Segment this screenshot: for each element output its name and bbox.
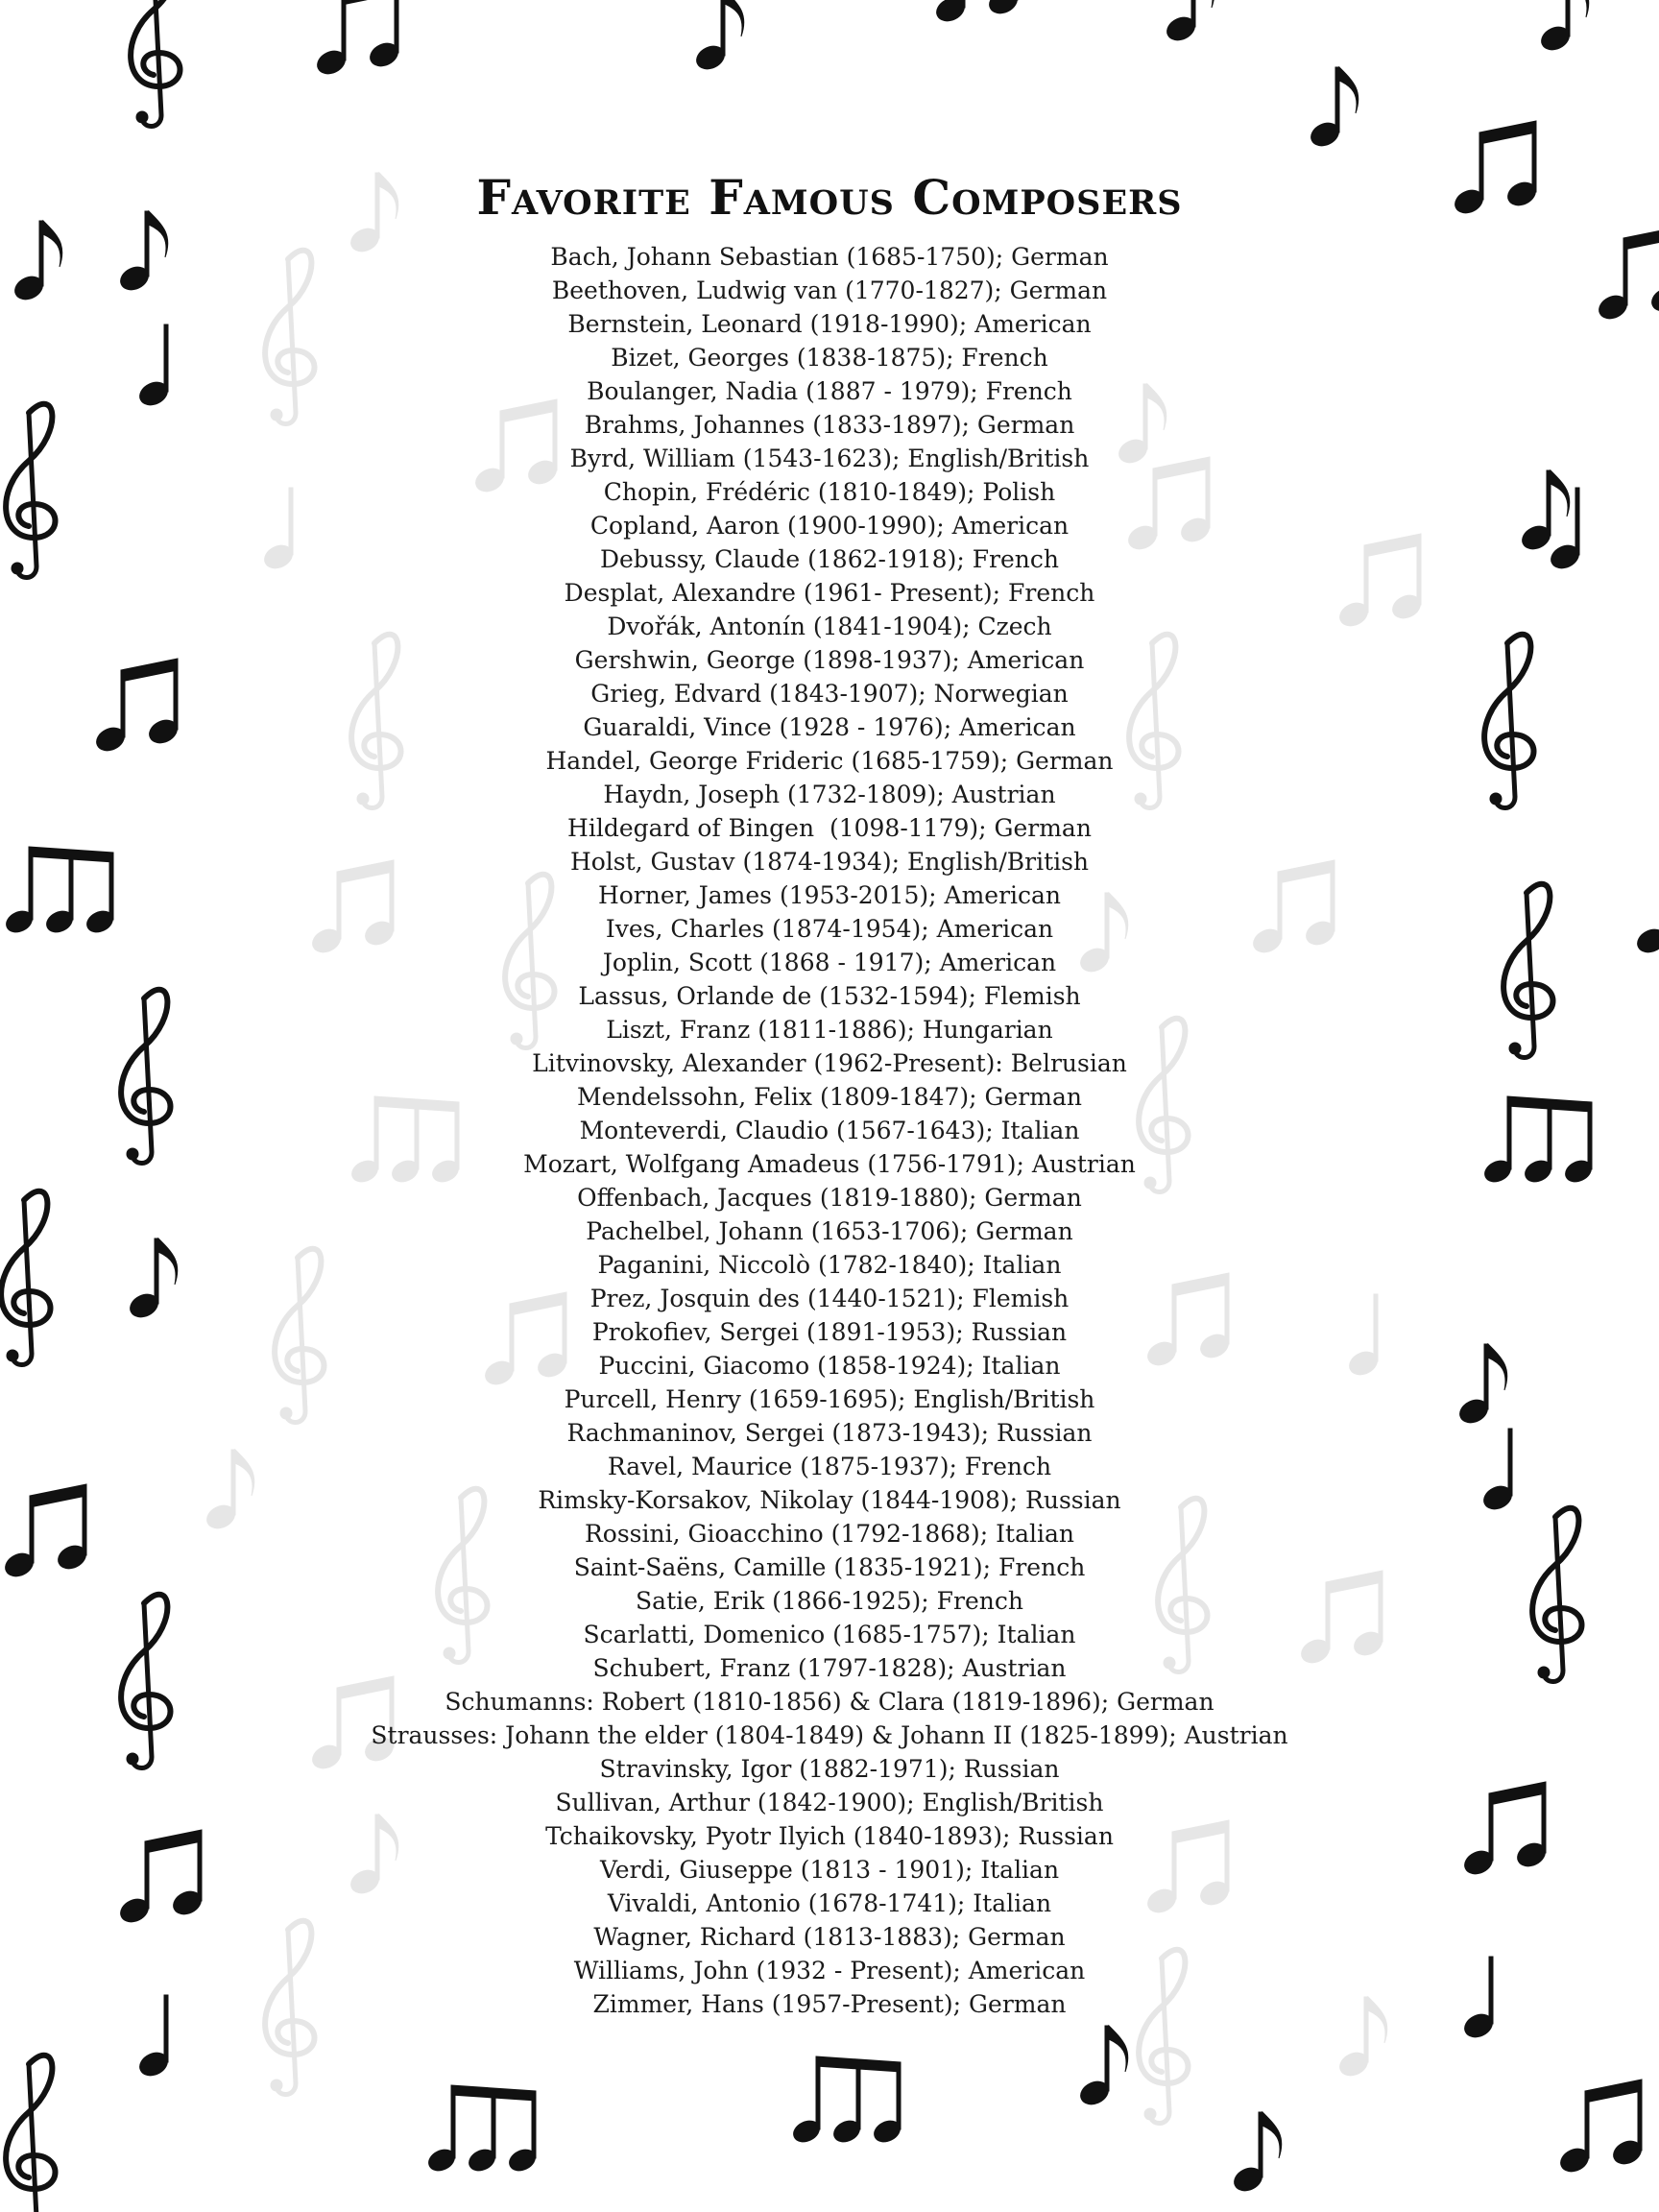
composer-entry: Byrd, William (1543-1623); English/British xyxy=(569,445,1090,472)
composer-entry: Copland, Aaron (1900-1990); American xyxy=(589,512,1070,540)
composer-entry: Paganini, Niccolò (1782-1840); Italian xyxy=(597,1251,1062,1279)
composer-entry: Ravel, Maurice (1875-1937); French xyxy=(607,1453,1052,1480)
composer-entry: Gershwin, George (1898-1937); American xyxy=(574,646,1085,674)
composer-entry: Bach, Johann Sebastian (1685-1750); German xyxy=(550,243,1109,271)
composer-entry: Litvinovsky, Alexander (1962-Present): Belrusian xyxy=(532,1049,1127,1077)
composer-entry: Williams, John (1932 - Present); American xyxy=(573,1957,1086,1984)
composer-entry: Prokofiev, Sergei (1891-1953); Russian xyxy=(591,1318,1068,1346)
composer-entry: Rachmaninov, Sergei (1873-1943); Russian xyxy=(566,1419,1093,1447)
composer-entry: Strausses: Johann the elder (1804-1849) & Johann II (1825-1899); Austrian xyxy=(371,1721,1288,1749)
composer-entry: Handel, George Frideric (1685-1759); German xyxy=(545,747,1114,775)
composer-entry: Holst, Gustav (1874-1934); English/British xyxy=(569,848,1090,876)
composer-entry: Mozart, Wolfgang Amadeus (1756-1791); Austrian xyxy=(523,1150,1136,1178)
composer-entry: Saint-Saëns, Camille (1835-1921); French xyxy=(573,1553,1086,1581)
composer-entry: Ives, Charles (1874-1954); American xyxy=(605,915,1054,943)
composer-entry: Debussy, Claude (1862-1918); French xyxy=(599,545,1060,573)
composer-entry: Schumanns: Robert (1810-1856) & Clara (1819-1896); German xyxy=(445,1688,1214,1716)
composer-entry: Offenbach, Jacques (1819-1880); German xyxy=(577,1184,1082,1212)
composer-entry: Wagner, Richard (1813-1883); German xyxy=(593,1923,1066,1951)
composer-entry: Guaraldi, Vince (1928 - 1976); American xyxy=(583,713,1076,741)
composer-entry: Dvořák, Antonín (1841-1904); Czech xyxy=(607,613,1052,640)
composer-entry: Chopin, Frédéric (1810-1849); Polish xyxy=(603,478,1056,506)
composer-entry: Purcell, Henry (1659-1695); English/British xyxy=(564,1385,1095,1413)
composer-entry: Prez, Josquin des (1440-1521); Flemish xyxy=(589,1285,1070,1312)
composer-entry: Brahms, Johannes (1833-1897); German xyxy=(584,411,1075,439)
composer-entry: Beethoven, Ludwig van (1770-1827); German xyxy=(551,276,1108,304)
composer-entry: Grieg, Edvard (1843-1907); Norwegian xyxy=(590,680,1069,708)
composer-entry: Haydn, Joseph (1732-1809); Austrian xyxy=(603,781,1056,808)
composer-entry: Scarlatti, Domenico (1685-1757); Italian xyxy=(583,1621,1076,1648)
composer-entry: Joplin, Scott (1868 - 1917); American xyxy=(602,949,1057,976)
composer-entry: Boulanger, Nadia (1887 - 1979); French xyxy=(587,377,1072,405)
composer-entry: Liszt, Franz (1811-1886); Hungarian xyxy=(606,1016,1053,1044)
composer-entry: Monteverdi, Claudio (1567-1643); Italian xyxy=(579,1117,1080,1144)
composer-entry: Rimsky-Korsakov, Nikolay (1844-1908); Russian xyxy=(538,1486,1121,1514)
composer-entry: Satie, Erik (1866-1925); French xyxy=(636,1587,1023,1615)
composer-entry: Bernstein, Leonard (1918-1990); American xyxy=(567,310,1092,338)
composer-entry: Tchaikovsky, Pyotr Ilyich (1840-1893); Russian xyxy=(545,1822,1114,1850)
composer-entry: Lassus, Orlande de (1532-1594); Flemish xyxy=(578,982,1081,1010)
composer-entry: Puccini, Giacomo (1858-1924); Italian xyxy=(598,1352,1061,1380)
composer-sheet xyxy=(0,163,1659,2021)
composer-entry: Hildegard of Bingen (1098-1179); German xyxy=(567,814,1092,842)
page-title: Favorite Famous Composers xyxy=(476,169,1183,226)
composer-entry: Sullivan, Arthur (1842-1900); English/British xyxy=(555,1789,1104,1816)
composer-entry: Rossini, Gioacchino (1792-1868); Italian xyxy=(584,1520,1075,1548)
composer-entry: Pachelbel, Johann (1653-1706); German xyxy=(586,1217,1073,1245)
composer-list xyxy=(0,240,1659,2021)
composer-entry: Schubert, Franz (1797-1828); Austrian xyxy=(592,1654,1067,1682)
composer-entry: Stravinsky, Igor (1882-1971); Russian xyxy=(599,1755,1060,1783)
composer-entry: Zimmer, Hans (1957-Present); German xyxy=(592,1990,1067,2018)
composer-entry: Verdi, Giuseppe (1813 - 1901); Italian xyxy=(599,1856,1060,1884)
composer-entry: Desplat, Alexandre (1961- Present); French xyxy=(564,579,1095,607)
composer-entry: Mendelssohn, Felix (1809-1847); German xyxy=(577,1083,1082,1111)
composer-entry: Bizet, Georges (1838-1875); French xyxy=(611,344,1048,372)
composer-entry: Horner, James (1953-2015); American xyxy=(597,881,1062,909)
composer-entry: Vivaldi, Antonio (1678-1741); Italian xyxy=(607,1889,1052,1917)
